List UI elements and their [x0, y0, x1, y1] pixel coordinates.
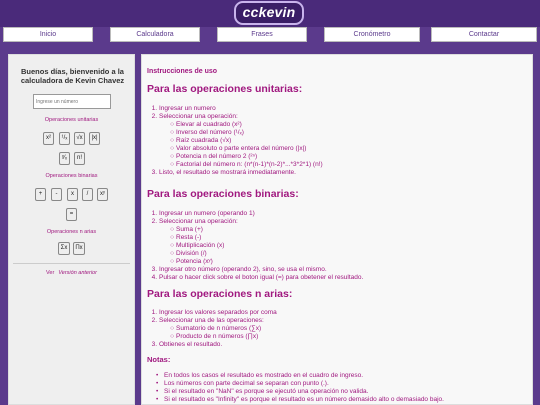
step-number: 1. — [151, 210, 157, 217]
old-version-link[interactable]: Versión anterior — [58, 270, 97, 276]
step-text: División (/) — [176, 250, 207, 257]
bullet-icon: • — [156, 372, 159, 379]
step-text: Resta (-) — [176, 234, 202, 241]
step-text: Ingresar los valores separados por coma — [159, 309, 277, 316]
circle-bullet-icon: ○ — [170, 234, 174, 241]
binary-section-label: Operaciones binarias — [45, 173, 98, 179]
instruction-step — [164, 129, 244, 137]
circle-bullet-icon: ○ — [170, 242, 174, 249]
number-input[interactable] — [33, 94, 111, 109]
circle-bullet-icon: ○ — [170, 153, 174, 160]
instruction-step — [164, 226, 203, 234]
nav-item-frases[interactable]: Frases — [217, 27, 307, 42]
subtract-button[interactable]: - — [51, 188, 62, 201]
step-text: Producto de n números (∏x) — [176, 333, 259, 340]
instruction-step — [147, 266, 327, 274]
instruction-step — [164, 121, 242, 129]
note-text: Si el resultado es "Infinity" es porque el resultado es un número demasido alto o demasiado bajo. — [164, 396, 444, 403]
step-text: Raíz cuadrada (√x) — [176, 137, 232, 144]
instruction-step — [164, 145, 306, 153]
notes-heading: Notas: — [147, 355, 171, 364]
step-text: Suma (+) — [176, 226, 203, 233]
circle-bullet-icon: ○ — [170, 121, 174, 128]
circle-bullet-icon: ○ — [170, 137, 174, 144]
step-text: Ingresar un numero (operando 1) — [159, 210, 255, 217]
step-text: Seleccionar una de las operaciones: — [159, 317, 264, 324]
note-item — [156, 372, 363, 380]
bullet-icon: • — [156, 388, 159, 395]
square-button[interactable]: x² — [43, 132, 54, 145]
add-button[interactable]: + — [35, 188, 46, 201]
abs-button[interactable]: |x| — [89, 132, 100, 145]
step-number: 2. — [151, 218, 157, 225]
note-text: Si el resultado en "NaN" es porque se ejecutó una operación no valida. — [164, 388, 369, 395]
step-text: Seleccionar una operación: — [159, 218, 238, 225]
bullet-icon: • — [156, 396, 159, 403]
site-logo[interactable]: cckevin — [234, 1, 304, 25]
instruction-step — [147, 274, 363, 282]
instruction-step — [164, 234, 201, 242]
sum-n-button[interactable]: Σx — [58, 242, 70, 255]
multiply-button[interactable]: x — [67, 188, 78, 201]
instruction-step — [164, 153, 257, 161]
instruction-step — [164, 258, 213, 266]
circle-bullet-icon: ○ — [170, 161, 174, 168]
step-text: Obtienes el resultado. — [159, 341, 223, 348]
note-item — [156, 396, 444, 404]
instruction-step — [147, 317, 264, 325]
step-number: 1. — [151, 105, 157, 112]
power-two-button[interactable]: ʸ⁄ₓ — [59, 152, 70, 165]
calculator-sidebar — [8, 54, 135, 405]
instruction-step — [147, 169, 296, 177]
step-text: Factorial del número n: (n*(n-1)*(n-2)*...*3*2*1) (n!) — [176, 161, 323, 168]
step-number: 1. — [151, 309, 157, 316]
circle-bullet-icon: ○ — [170, 250, 174, 257]
ver-label: Ver — [46, 270, 55, 276]
note-text: Los números con parte decimal se separan con punto (.). — [164, 380, 329, 387]
nav-item-inicio[interactable]: Inicio — [3, 27, 93, 42]
step-text: Ingresar otro número (operando 2), sino, se usa el mismo. — [159, 266, 327, 273]
step-number: 2. — [151, 317, 157, 324]
instructions-title: Instrucciones de uso — [147, 68, 218, 75]
nav-item-cronometro[interactable]: Cronómetro — [324, 27, 420, 42]
circle-bullet-icon: ○ — [170, 129, 174, 136]
step-text: Sumatorio de n números (∑x) — [176, 325, 262, 332]
instruction-step — [164, 242, 224, 250]
nary-heading: Para las operaciones n arias: — [147, 288, 293, 300]
sidebar-divider — [13, 263, 130, 264]
step-text: Potencia n del número 2 (²ⁿ) — [176, 153, 258, 160]
instruction-step — [147, 341, 222, 349]
greeting-text: Buenos días, bienvenido a la calculadora de Kevin Chavez — [20, 67, 125, 85]
instruction-step — [164, 325, 261, 333]
note-item — [156, 388, 368, 396]
instruction-step — [164, 333, 258, 341]
step-text: Valor absoluto o parte entera del número (|x|) — [176, 145, 307, 152]
circle-bullet-icon: ○ — [170, 226, 174, 233]
power-button[interactable]: xʸ — [97, 188, 108, 201]
instruction-step — [147, 210, 255, 218]
header-bar — [0, 0, 540, 27]
note-item — [156, 380, 329, 388]
instruction-step — [147, 105, 216, 113]
instructions-panel — [141, 54, 533, 405]
step-number: 3. — [151, 266, 157, 273]
step-text: Inverso del número (¹/ₓ) — [176, 129, 244, 136]
equals-button[interactable]: = — [66, 208, 77, 221]
step-text: Pulsar o hacer click sobre el boton igual (=) para obetener el resultado. — [159, 274, 364, 281]
circle-bullet-icon: ○ — [170, 325, 174, 332]
unary-section-label: Operaciones unitarias — [44, 117, 99, 123]
note-text: En todos los casos el resultado es mostrado en el cuadro de ingreso. — [164, 372, 364, 379]
instruction-step — [164, 161, 323, 169]
instruction-step — [147, 218, 238, 226]
version-line — [9, 270, 134, 276]
step-text: Listo, el resultado se mostrará inmediatamente. — [159, 169, 296, 176]
factorial-button[interactable]: n! — [74, 152, 85, 165]
step-number: 3. — [151, 169, 157, 176]
unary-heading: Para las operaciones unitarias: — [147, 83, 303, 95]
step-text: Ingresar un numero — [159, 105, 216, 112]
main-nav — [0, 27, 540, 42]
divide-button[interactable]: / — [82, 188, 93, 201]
nav-item-contactar[interactable]: Contactar — [431, 27, 537, 42]
step-text: Seleccionar una operación: — [159, 113, 238, 120]
step-text: Multiplicación (x) — [176, 242, 225, 249]
instruction-step — [147, 309, 277, 317]
bullet-icon: • — [156, 380, 159, 387]
circle-bullet-icon: ○ — [170, 145, 174, 152]
nav-item-calculadora[interactable]: Calculadora — [110, 27, 200, 42]
circle-bullet-icon: ○ — [170, 333, 174, 340]
instruction-step — [147, 113, 238, 121]
step-number: 2. — [151, 113, 157, 120]
circle-bullet-icon: ○ — [170, 258, 174, 265]
step-number: 4. — [151, 274, 157, 281]
binary-heading: Para las operaciones binarias: — [147, 188, 299, 200]
sqrt-button[interactable]: √x — [74, 132, 85, 145]
step-text: Potencia (xʸ) — [176, 258, 213, 265]
instruction-step — [164, 137, 231, 145]
inverse-button[interactable]: ¹/ₓ — [59, 132, 70, 145]
instruction-step — [164, 250, 207, 258]
product-n-button[interactable]: Πx — [73, 242, 85, 255]
nary-section-label: Operaciones n arias — [46, 229, 97, 235]
step-text: Elevar al cuadrado (x²) — [176, 121, 242, 128]
step-number: 3. — [151, 341, 157, 348]
